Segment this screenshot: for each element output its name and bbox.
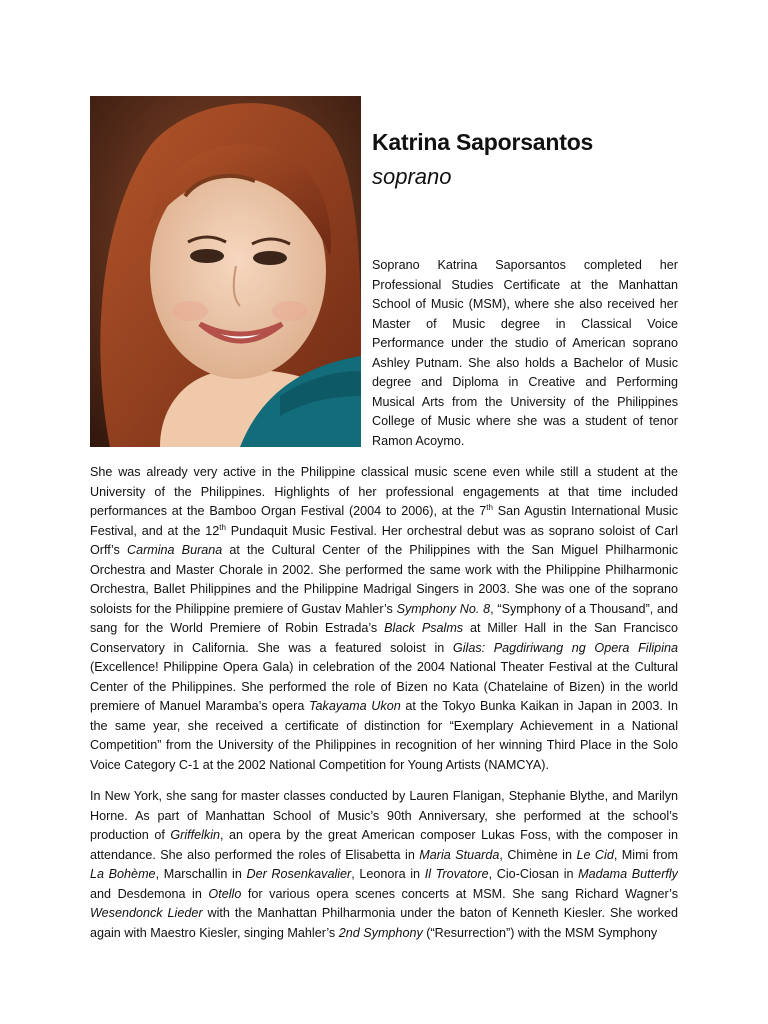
bio-paragraph-new-york: In New York, she sang for master classes conducted by Lauren Flanigan, Stephanie Blythe, and Marilyn Horne. As part of Manhattan School of Music’s 90th Anniversary, she performed at the school’s production of Griffelkin, an opera by the great American composer Lukas Foss, with the composer in attendance. She also performed the roles of Elisabetta in Maria Stuarda, Chimène in Le Cid, Mimi from La Bohème, Marschallin in Der Rosenkavalier, Leonora in Il Trovatore, Cio-Ciosan in Madama Butterfly and Desdemona in Otello for various opera scenes concerts at MSM. She sang Richard Wagner’s Wesendonck Lieder with the Manhattan Philharmonia under the baton of Kenneth Kiesler. She worked again with Maestro Kiesler, singing Mahler’s 2nd Symphony (“Resurrection”) with the MSM Symphony: [90, 789, 678, 940]
bio-paragraph-intro: Soprano Katrina Saporsantos completed her Professional Studies Certificate at the Manhattan School of Music (MSM), where she also received her Master of Music degree in Classical Voice Performance under the studio of American soprano Ashley Putnam. She also holds a Bachelor of Music degree and Diploma in Creative and Performing Musical Arts from the University of the Philippines College of Music where she was a student of tenor Ramon Acoymo.: [372, 258, 678, 448]
performer-name: Katrina Saporsantos: [372, 129, 594, 155]
bio-paragraph-career: She was already very active in the Philippine classical music scene even while still a student at the University of the Philippines. Highlights of her professional engagements at that time included performances at the Bamboo Organ Festival (2004 to 2006), at the 7th San Agustin International Music Festival, and at the 12th Pundaquit Music Festival. Her orchestral debut was as soprano soloist of Carl Orff’s Carmina Burana at the Cultural Center of the Philippines with the San Miguel Philharmonic Orchestra and Master Chorale in 2002. She performed the same work with the Philippine Philharmonic Orchestra, Ballet Philippines and the Philippine Madrigal Singers in 2003. She was one of the soprano soloists for the Philippine premiere of Gustav Mahler’s Symphony No. 8, “Symphony of a Thousand”, and sang for the World Premiere of Robin Estrada’s Black Psalms at Miller Hall in the San Francisco Conservatory in California. She was a featured soloist in Gilas: Pagdiriwang ng Opera Filipina (Excellence! Philippine Opera Gala) in celebration of the 2004 National Theater Festival at the Cultural Center of the Philippines. She performed the role of Bizen no Kata (Chatelaine of Bizen) in the world premiere of Manuel Maramba’s opera Takayama Ukon at the Tokyo Bunka Kaikan in Japan in 2003. In the same year, she received a certificate of distinction for “Exemplary Achievement in a National Competition” from the University of the Philippines in recognition of her winning Third Place in the Solo Voice Category C-1 at the 2002 National Competition for Young Artists (NAMCYA).: [90, 465, 678, 772]
performer-role: soprano: [372, 164, 452, 189]
portrait-illustration: [90, 96, 361, 447]
portrait-photo: [90, 96, 361, 447]
